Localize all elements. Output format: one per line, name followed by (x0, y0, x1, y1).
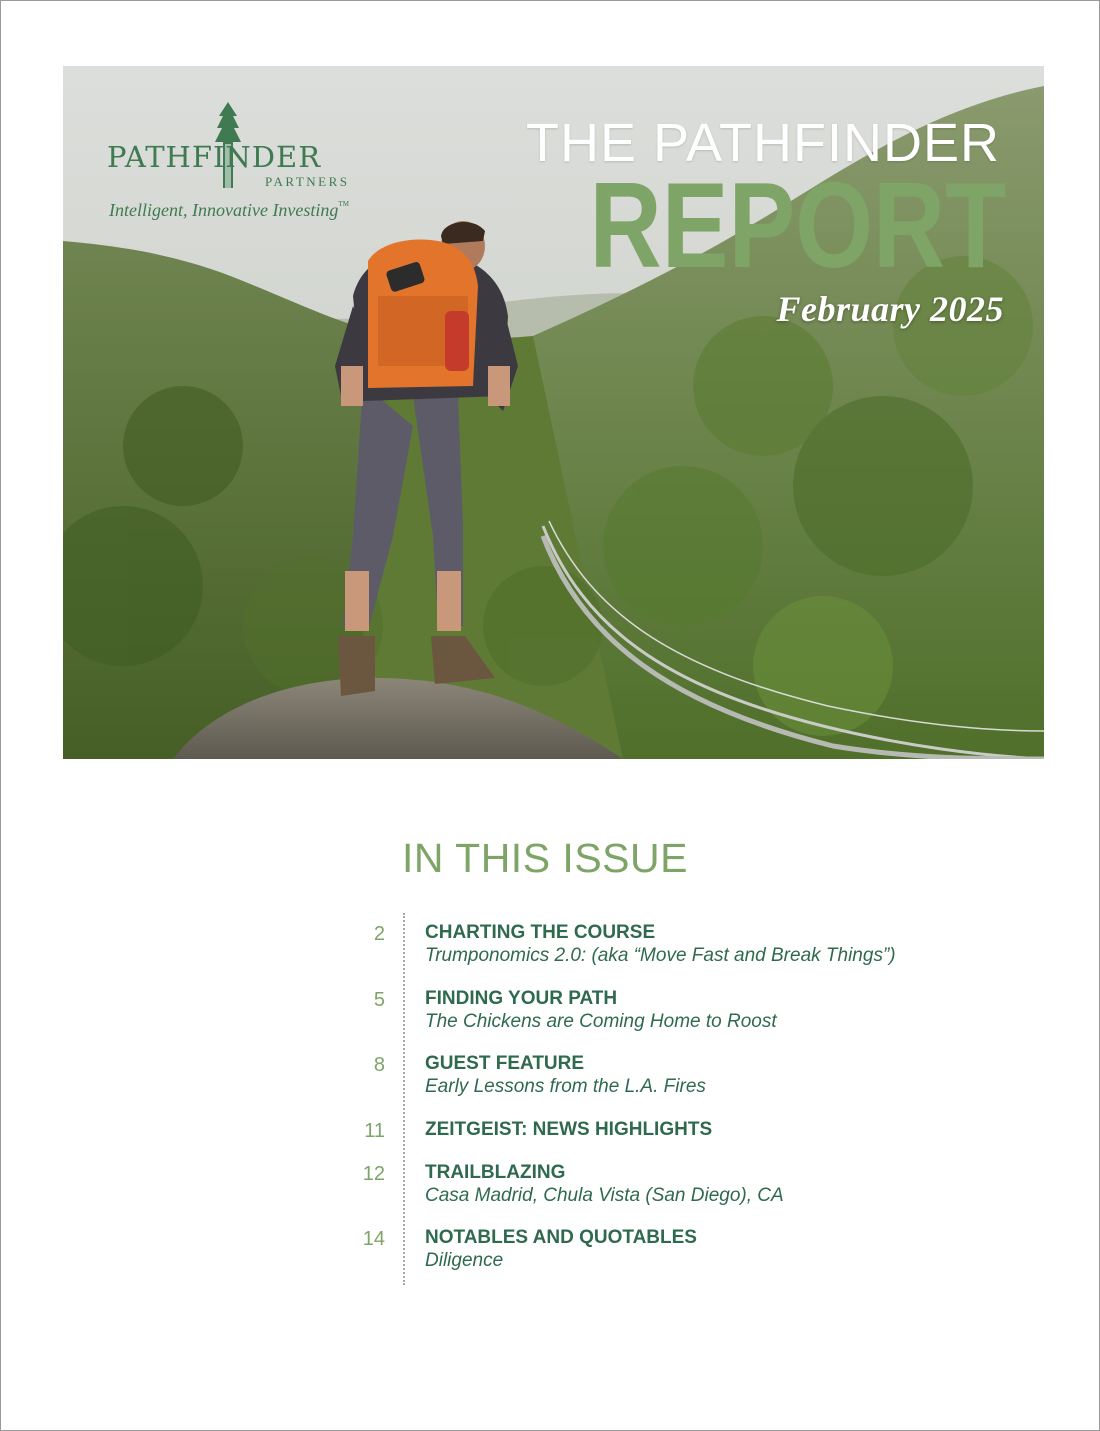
trademark-mark: TM (338, 200, 349, 208)
toc-item[interactable] (341, 988, 981, 1038)
toc-page-number: 11 (364, 1120, 385, 1142)
logo-wordmark: PATHFINDER (107, 140, 322, 174)
toc-subtitle: The Chickens are Coming Home to Roost (425, 1011, 777, 1032)
toc-heading: CHARTING THE COURSE (425, 922, 656, 943)
toc-page-number: 8 (373, 1054, 385, 1076)
toc-page-number: 14 (362, 1228, 385, 1250)
toc-item[interactable] (341, 1227, 981, 1277)
masthead-title: THE PATHFINDER (525, 113, 1000, 173)
toc-heading: TRAILBLAZING (425, 1162, 566, 1183)
issue-date: February 2025 (776, 289, 1004, 329)
pathfinder-logo (107, 102, 377, 242)
toc-heading: NOTABLES AND QUOTABLES (425, 1227, 697, 1248)
toc-page-number: 2 (373, 923, 385, 945)
tagline-text: Intelligent, Innovative Investing (109, 200, 339, 220)
toc-subtitle: Early Lessons from the L.A. Fires (425, 1076, 706, 1097)
toc-page-number: 5 (373, 989, 385, 1011)
toc-item[interactable] (341, 1053, 981, 1103)
toc-title: IN THIS ISSUE (402, 835, 688, 881)
toc-subtitle: Trumponomics 2.0: (aka “Move Fast and Break Things”) (425, 945, 896, 966)
toc-heading: GUEST FEATURE (425, 1053, 585, 1074)
toc-page-number: 12 (362, 1163, 385, 1185)
toc-heading: FINDING YOUR PATH (425, 988, 618, 1009)
toc-item[interactable] (341, 1162, 981, 1212)
toc-heading: ZEITGEIST: NEWS HIGHLIGHTS (425, 1119, 713, 1140)
masthead-report: REPORT (589, 157, 1006, 293)
cover-photo (63, 66, 1044, 759)
toc-item[interactable] (341, 922, 981, 972)
toc-subtitle: Casa Madrid, Chula Vista (San Diego), CA (425, 1185, 784, 1206)
logo-partners: PARTNERS (265, 174, 350, 189)
logo-tagline (109, 200, 349, 221)
toc-subtitle: Diligence (425, 1250, 504, 1271)
